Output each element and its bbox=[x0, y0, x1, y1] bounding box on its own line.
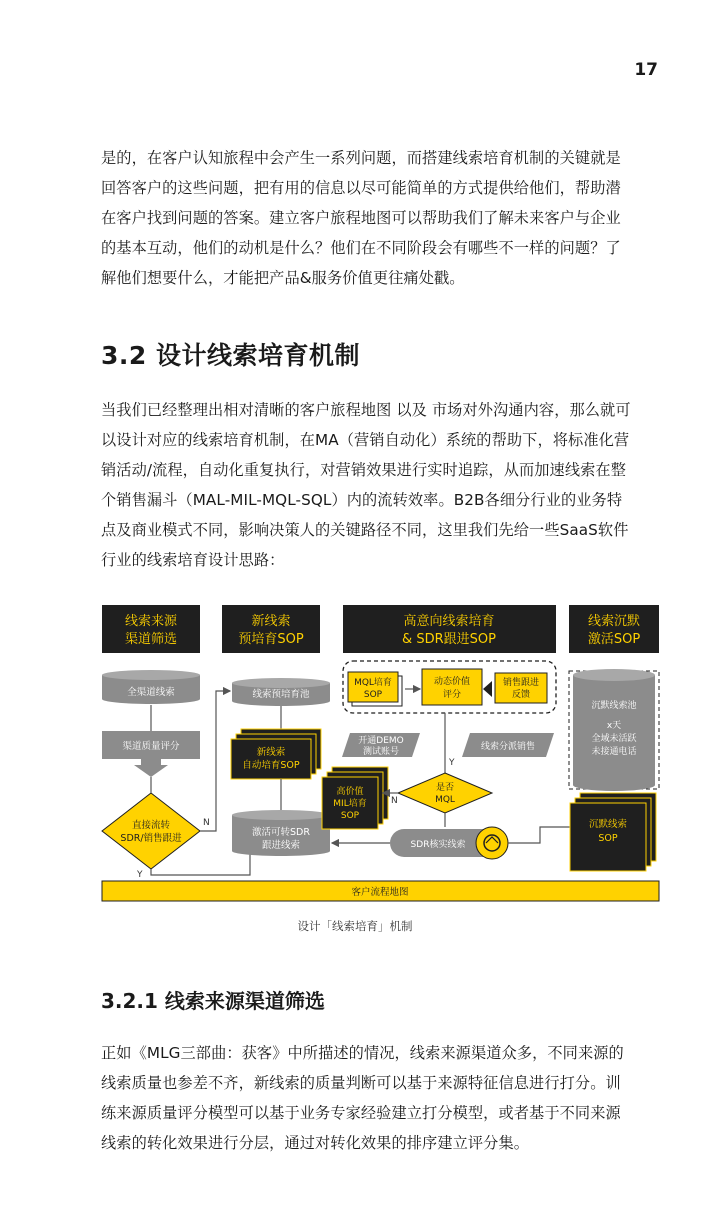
svg-text:客户流程地图: 客户流程地图 bbox=[351, 887, 409, 898]
text-line: 线索质量也参差不齐，新线索的质量判断可以基于来源特征信息进行打分。训 bbox=[101, 1074, 621, 1092]
svg-text:测试账号: 测试账号 bbox=[362, 747, 400, 757]
text-line: 点及商业模式不同，影响决策人的关键路径不同，这里我们先给一些SaaS软件 bbox=[101, 521, 629, 539]
svg-text:直接流转: 直接流转 bbox=[131, 820, 171, 831]
svg-text:线索沉默: 线索沉默 bbox=[587, 614, 641, 629]
svg-text:开通DEMO: 开通DEMO bbox=[358, 736, 404, 746]
pre-nurture-pool-db bbox=[232, 678, 330, 706]
svg-text:激活SOP: 激活SOP bbox=[587, 632, 641, 647]
svg-text:反馈: 反馈 bbox=[511, 690, 531, 700]
text-line: 个销售漏斗（MAL-MIL-MQL-SQL）内的流转效率。B2B各细分行业的业务特 bbox=[101, 491, 623, 509]
svg-text:沉默线索池: 沉默线索池 bbox=[591, 701, 637, 711]
dynamic-value-score bbox=[422, 669, 482, 705]
header-dormant bbox=[569, 605, 659, 653]
svg-text:N: N bbox=[391, 796, 398, 806]
all-channel-leads-db bbox=[102, 670, 200, 704]
svg-text:动态价值: 动态价值 bbox=[433, 677, 471, 687]
mql-nurture-sop bbox=[348, 672, 402, 706]
svg-text:激活可转SDR: 激活可转SDR bbox=[252, 827, 310, 838]
svg-text:沉默线索: 沉默线索 bbox=[588, 819, 628, 830]
sdr-verify-lead bbox=[390, 827, 508, 859]
svg-text:高价值: 高价值 bbox=[336, 787, 364, 797]
svg-text:线索预培育池: 线索预培育池 bbox=[252, 689, 310, 700]
svg-text:全域未活跃: 全域未活跃 bbox=[591, 734, 637, 744]
lead-dispatch bbox=[462, 733, 554, 757]
svg-text:新线索: 新线索 bbox=[256, 747, 286, 758]
svg-text:全渠道线索: 全渠道线索 bbox=[127, 687, 175, 698]
svg-text:SOP: SOP bbox=[340, 811, 360, 821]
text-line: 以设计对应的线索培育机制，在MA（营销自动化）系统的帮助下，将标准化营 bbox=[101, 431, 630, 449]
channel-quality-box bbox=[102, 731, 200, 759]
svg-text:Y: Y bbox=[449, 758, 455, 768]
intro-paragraph bbox=[101, 143, 661, 293]
left-arrow bbox=[483, 681, 492, 697]
reactivate-db bbox=[232, 810, 330, 856]
text-line: 当我们已经整理出相对清晰的客户旅程地图 以及 市场对外沟通内容，那么就可 bbox=[101, 401, 631, 419]
svg-text:SDR/销售跟进: SDR/销售跟进 bbox=[120, 833, 182, 844]
text-line: 的基本互动，他们的动机是什么？他们在不同阶段会有哪些不一样的问题？了 bbox=[101, 239, 621, 257]
demo-account bbox=[342, 733, 420, 757]
svg-text:自动培育SOP: 自动培育SOP bbox=[242, 760, 300, 771]
down-arrow bbox=[134, 759, 168, 777]
text-line: 正如《MLG三部曲：获客》中所描述的情况，线索来源渠道众多，不同来源的 bbox=[101, 1044, 624, 1062]
direct-flow-decision bbox=[102, 793, 200, 869]
text-line: 回答客户的这些问题，把有用的信息以尽可能简单的方式提供给他们，帮助潜 bbox=[101, 179, 621, 197]
svg-text:x天: x天 bbox=[606, 721, 622, 731]
lead-nurturing-diagram bbox=[100, 605, 660, 905]
text-line: 练来源质量评分模型可以基于业务专家经验建立打分模型，或者基于不同来源 bbox=[101, 1104, 621, 1122]
text-line: 线索的转化效果进行分层，通过对转化效果的排序建立评分集。 bbox=[101, 1134, 530, 1152]
text-line: 在客户找到问题的答案。建立客户旅程地图可以帮助我们了解未来客户与企业 bbox=[101, 209, 621, 227]
figure-caption: 设计「线索培育」机制 bbox=[297, 919, 413, 933]
subsection-heading: 3.2.1 线索来源渠道筛选 bbox=[101, 989, 325, 1013]
high-value-mil-sop bbox=[322, 767, 388, 829]
svg-text:线索分派销售: 线索分派销售 bbox=[480, 742, 536, 752]
svg-text:Y: Y bbox=[137, 870, 143, 880]
svg-text:高意向线索培育: 高意向线索培育 bbox=[403, 614, 495, 629]
svg-text:渠道质量评分: 渠道质量评分 bbox=[122, 741, 180, 752]
header-new-lead bbox=[222, 605, 320, 653]
svg-text:销售跟进: 销售跟进 bbox=[502, 678, 540, 688]
dormant-lead-sop bbox=[570, 793, 656, 871]
svg-text:SOP: SOP bbox=[598, 833, 618, 844]
section-heading: 3.2 设计线索培育机制 bbox=[101, 341, 360, 370]
svg-text:MIL培育: MIL培育 bbox=[333, 799, 367, 809]
section-paragraph bbox=[101, 395, 661, 575]
dormant-pool bbox=[569, 669, 659, 791]
svg-text:& SDR跟进SOP: & SDR跟进SOP bbox=[402, 632, 496, 647]
text-line: 销活动/流程，自动化重复执行，对营销效果进行实时追踪，从而加速线索在整 bbox=[101, 461, 626, 479]
svg-text:是否: 是否 bbox=[435, 783, 455, 793]
svg-text:MQL培育: MQL培育 bbox=[354, 678, 392, 688]
svg-text:线索来源: 线索来源 bbox=[124, 614, 178, 629]
sales-feedback bbox=[495, 673, 547, 703]
text-line: 是的，在客户认知旅程中会产生一系列问题，而搭建线索培育机制的关键就是 bbox=[101, 149, 621, 167]
svg-text:SDR核实线索: SDR核实线索 bbox=[410, 840, 466, 850]
header-lead-source bbox=[102, 605, 200, 653]
svg-text:渠道筛选: 渠道筛选 bbox=[124, 632, 178, 647]
svg-text:新线索: 新线索 bbox=[251, 614, 291, 629]
is-mql-decision bbox=[398, 773, 492, 813]
svg-text:预培育SOP: 预培育SOP bbox=[238, 632, 304, 647]
svg-text:评分: 评分 bbox=[442, 690, 462, 700]
svg-text:N: N bbox=[203, 818, 210, 828]
text-line: 行业的线索培育设计思路： bbox=[101, 551, 285, 569]
subsection-paragraph bbox=[101, 1038, 661, 1158]
page-number: 17 bbox=[634, 60, 658, 80]
svg-text:MQL: MQL bbox=[435, 795, 455, 805]
text-line: 解他们想要什么，才能把产品&服务价值更往痛处戳。 bbox=[101, 269, 465, 287]
header-high-intent bbox=[343, 605, 556, 653]
svg-text:跟进线索: 跟进线索 bbox=[261, 840, 301, 851]
new-lead-auto-sop bbox=[231, 729, 321, 779]
customer-journey-bar bbox=[102, 881, 659, 901]
svg-text:未接通电话: 未接通电话 bbox=[591, 747, 637, 757]
svg-text:SOP: SOP bbox=[363, 690, 383, 700]
